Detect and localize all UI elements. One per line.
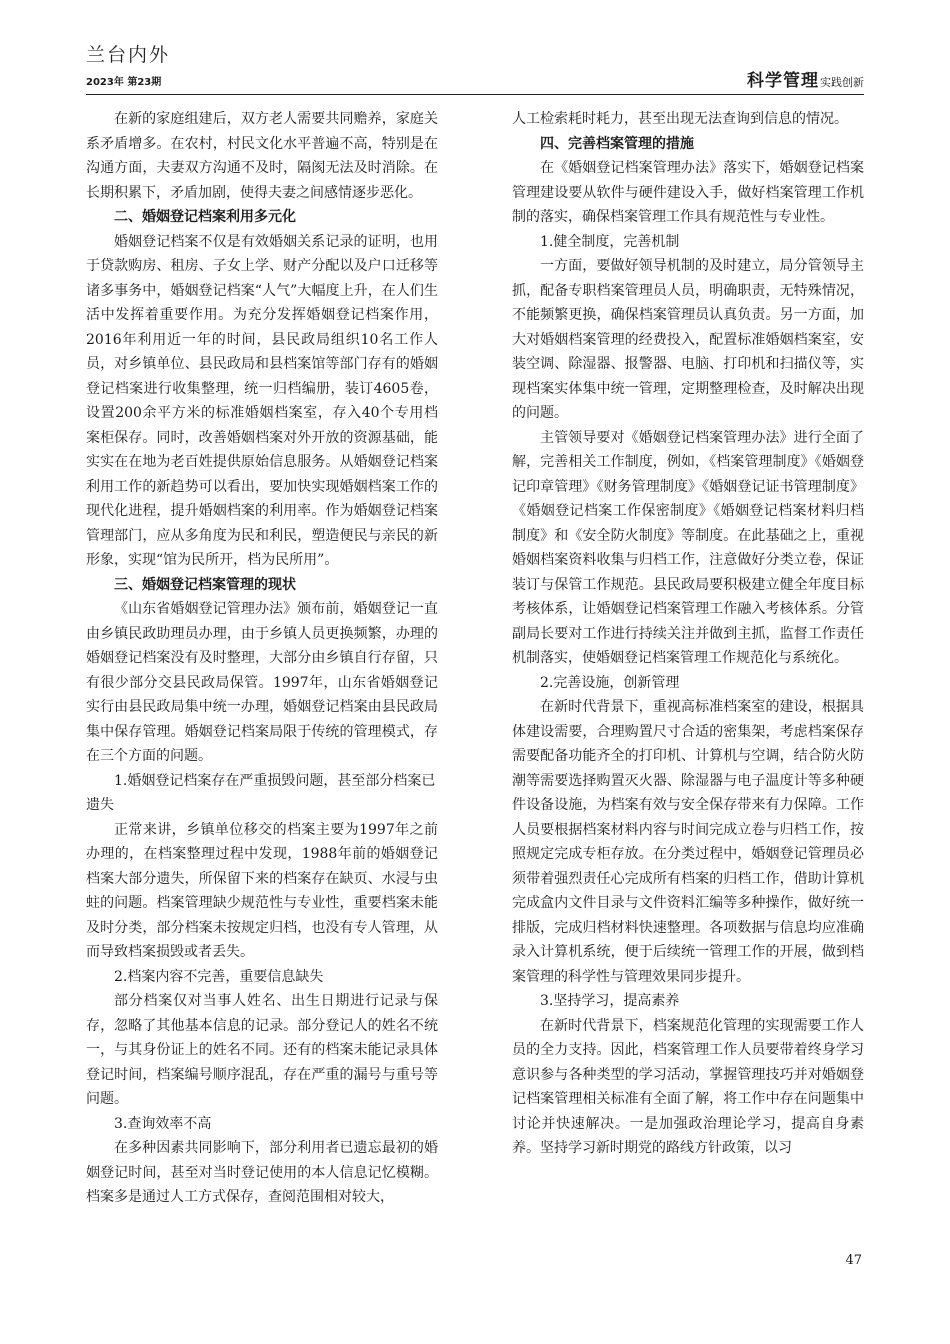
body-paragraph: 在新时代背景下，档案规范化管理的实现需要工作人员的全力支持。因此，档案管理工作人员要带着终身学习意识参与各种类型的学习活动，掌握管理技巧并对婚姻登记档案管理相关标准有全面了解，将工作中存在问题集中讨论并快速解决。一是加强政治理论学习，提高自身素养。坚持学习新时期党的路线方针政策，以习: [512, 1017, 864, 1156]
issue-number: 2023年 第23期: [86, 77, 162, 88]
right-column: [512, 107, 864, 1161]
page-number: 47: [845, 1253, 862, 1268]
section-heading: 三、婚姻登记档案管理的现状: [114, 576, 296, 593]
subsection-heading: 3.查询效率不高: [114, 1115, 212, 1132]
body-paragraph: 一方面，要做好领导机制的及时建立，局分管领导主抓，配备专职档案管理员人员，明确职责，无特殊情况，不能频繁更换，确保档案管理员认真负责。另一方面，加大对婚姻档案管理的经费投入，配置标准婚姻档案室，安装空调、除湿器、报警器、电脑、打印机和扫描仪等，实现档案实体集中统一管理，定期整理检查，及时解决出现的问题。: [512, 258, 864, 421]
column-name: 兰台内外: [86, 44, 171, 66]
subsection-heading: 3.坚持学习，提高素养: [540, 993, 680, 1009]
body-paragraph: 人工检索耗时耗力，甚至出现无法查询到信息的情况。: [512, 111, 848, 127]
body-paragraph: 在新的家庭组建后，双方老人需要共同赡养，家庭关系矛盾增多。在农村，村民文化水平普遍不高，特别是在沟通方面，夫妻双方沟通不及时，隔阂无法及时消除。在长期积累下，矛盾加剧，使得夫妻之间感情逐步恶化。: [86, 111, 438, 201]
body-paragraph: 主管领导要对《婚姻登记档案管理办法》进行全面了解，完善相关工作制度，例如，《档案管理制度》《婚姻登记印章管理》《财务管理制度》《婚姻登记证书管理制度》《婚姻登记档案工作保密制度》《婚姻登记档案材料归档制度》和《安全防火制度》等制度。在此基础之上，重视婚姻档案资料收集与归档工作，注意做好分类立卷，保证装订与保管工作规范。县民政局要积极建立健全年度目标考核体系，让婚姻登记档案管理工作融入考核体系。分管副局长要对工作进行持续关注并做到主抓，监督工作责任机制落实，使婚姻登记档案管理工作规范化与系统化。: [512, 429, 864, 666]
subsection-heading: 1.婚姻登记档案存在严重损毁问题，甚至部分档案已遗失: [86, 772, 436, 813]
body-paragraph: 《山东省婚姻登记管理办法》颁布前，婚姻登记一直由乡镇民政助理员办理，由于乡镇人员更换频繁，办理的婚姻登记档案没有及时整理，大部分由乡镇自行存留，只有很少部分交县民政局保管。1997年，山东省婚姻登记实行由县民政局集中统一办理，婚姻登记档案由县民政局集中保存管理。婚姻登记档案局限于传统的管理模式，存在三个方面的问题。: [86, 601, 438, 764]
subsection-heading: 1.健全制度，完善机制: [540, 233, 680, 250]
body-paragraph: 在《婚姻登记档案管理办法》落实下，婚姻登记档案管理建设要从软件与硬件建设入手，做好档案管理工作机制的落实，确保档案管理工作具有规范性与专业性。: [512, 160, 864, 225]
section-heading: 二、婚姻登记档案利用多元化: [114, 209, 296, 225]
left-column: [86, 107, 438, 1210]
subsection-heading: 2.完善设施，创新管理: [540, 674, 680, 691]
journal-logo: [747, 66, 864, 91]
subsection-heading: 2.档案内容不完善，重要信息缺失: [114, 968, 324, 985]
section-heading: 四、完善档案管理的措施: [540, 135, 694, 152]
journal-title: 科学管理: [747, 71, 819, 91]
journal-subtitle: 实践创新: [820, 76, 864, 89]
body-paragraph: 婚姻登记档案不仅是有效婚姻关系记录的证明，也用于贷款购房、租房、子女上学、财产分配以及户口迁移等诸多事务中，婚姻登记档案“人气”大幅度上升，在人们生活中发挥着重要作用。为充分发挥婚姻登记档案作用，2016年利用近一年的时间，县民政局组织10名工作人员，对乡镇单位、县民政局和县档案馆等部门存有的婚姻登记档案进行收集整理，统一归档编册，装订4605卷，设置200余平方米的标准婚姻档案室，存入40个专用档案柜保存。同时，改善婚姻档案对外开放的资源基础，能实实在在地为老百姓提供原始信息服务。从婚姻登记档案利用工作的新趋势可以看出，要加快实现婚姻档案工作的现代化进程，提升婚姻档案的利用率。作为婚姻登记档案管理部门，应从多角度为民和利民，塑造便民与亲民的新形象，实现“馆为民所开，档为民所用”。: [86, 233, 438, 568]
body-paragraph: 部分档案仅对当事人姓名、出生日期进行记录与保存，忽略了其他基本信息的记录。部分登记人的姓名不统一，与其身份证上的姓名不同。还有的档案未能记录具体登记时间，档案编号顺序混乱，存在严重的漏号与重号等问题。: [86, 993, 438, 1107]
header-rule: [86, 94, 864, 95]
running-header: [86, 40, 170, 88]
body-paragraph: 在多种因素共同影响下，部分利用者已遗忘最初的婚姻登记时间，甚至对当时登记使用的本人信息记忆模糊。档案多是通过人工方式保存，查阅范围相对较大，: [86, 1140, 438, 1205]
body-paragraph: 在新时代背景下，重视高标准档案室的建设，根据具体建设需要，合理购置尺寸合适的密集架，考虑档案保存需要配备功能齐全的打印机、计算机与空调，结合防火防潮等需要选择购置灭火器、除湿器与电子温度计等多种硬件设备设施，为档案有效与安全保存带来有力保障。工作人员要根据档案材料内容与时间完成立卷与归档工作，按照规定完成专柜存放。在分类过程中，婚姻登记管理员必须带着强烈责任心完成所有档案的归档工作，借助计算机完成盒内文件目录与文件资料汇编等多种操作，做好统一排版，完成归档材料快速整理。各项数据与信息均应准确录入计算机系统，便于后续统一管理工作的开展，做到档案管理的科学性与管理效果同步提升。: [512, 699, 864, 985]
body-paragraph: 正常来讲，乡镇单位移交的档案主要为1997年之前办理的，在档案整理过程中发现，1988年前的婚姻登记档案大部分遗失，所保留下来的档案存在缺页、水浸与虫蛀的问题。档案管理缺少规范性与专业性，重要档案未能及时分类，部分档案未按规定归档，也没有专人管理，从而导致档案损毁或者丢失。: [86, 821, 438, 960]
